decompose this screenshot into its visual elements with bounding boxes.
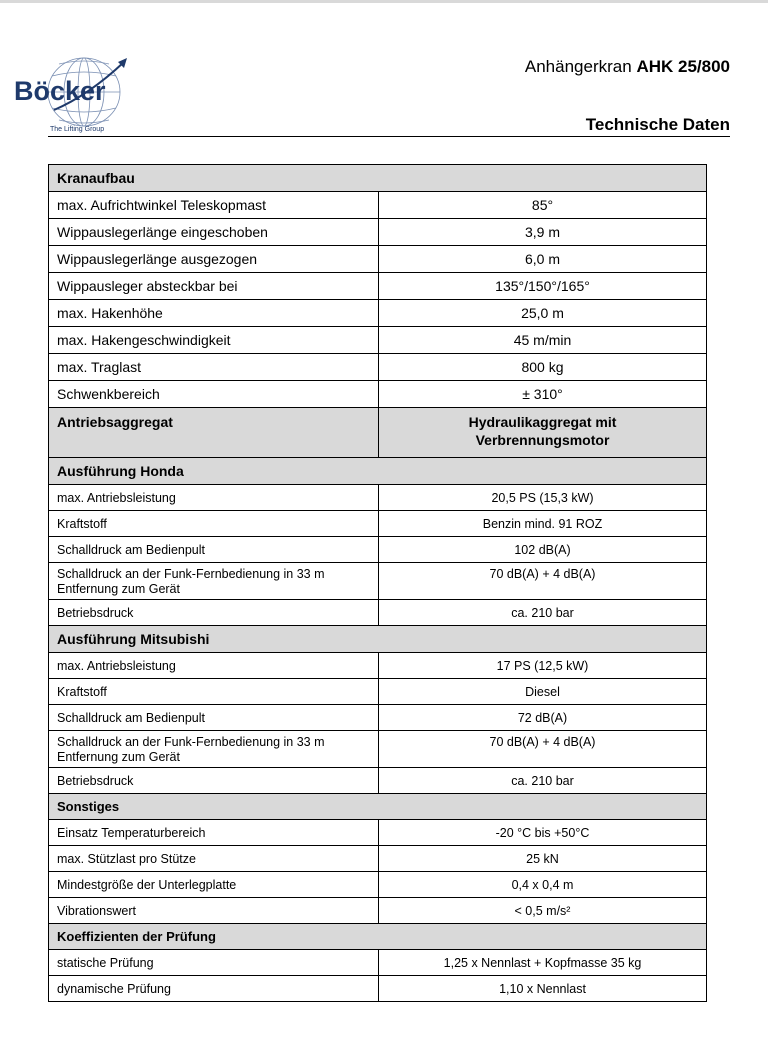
table-row: [49, 300, 707, 327]
table-row: [49, 679, 707, 705]
top-border: [0, 0, 768, 3]
row-value: 45 m/min: [379, 327, 707, 354]
table-row: [49, 898, 707, 924]
row-label: Kraftstoff: [49, 511, 379, 537]
section-header-antriebsaggregat: [49, 408, 707, 458]
table-row: [49, 381, 707, 408]
row-value: Diesel: [379, 679, 707, 705]
row-label: Betriebsdruck: [49, 768, 379, 794]
row-label: Betriebsdruck: [49, 600, 379, 626]
table-row: [49, 327, 707, 354]
row-value: 1,10 x Nennlast: [379, 976, 707, 1002]
section-title: Sonstiges: [49, 794, 707, 820]
row-label: Schalldruck am Bedienpult: [49, 537, 379, 563]
table-row: [49, 537, 707, 563]
row-value: ca. 210 bar: [379, 600, 707, 626]
row-label: Wippauslegerlänge eingeschoben: [49, 219, 379, 246]
row-value: 17 PS (12,5 kW): [379, 653, 707, 679]
row-value: 72 dB(A): [379, 705, 707, 731]
row-label: max. Aufrichtwinkel Teleskopmast: [49, 192, 379, 219]
row-label: [49, 563, 379, 600]
title-model: AHK 25/800: [636, 57, 730, 76]
document-title: [525, 57, 730, 77]
section-title: Ausführung Honda: [49, 458, 707, 485]
table-row: [49, 192, 707, 219]
row-label: statische Prüfung: [49, 950, 379, 976]
table-row: [49, 731, 707, 768]
row-label: Einsatz Temperaturbereich: [49, 820, 379, 846]
table-row: [49, 872, 707, 898]
section-title: Antriebsaggregat: [49, 408, 379, 458]
row-label: Wippausleger absteckbar bei: [49, 273, 379, 300]
table-row: [49, 485, 707, 511]
table-row: [49, 273, 707, 300]
boecker-logo: [14, 50, 144, 138]
row-value: 25,0 m: [379, 300, 707, 327]
row-label: Mindestgröße der Unterlegplatte: [49, 872, 379, 898]
row-label: max. Hakenhöhe: [49, 300, 379, 327]
row-label-line2: Entfernung zum Gerät: [57, 750, 180, 764]
row-value: ca. 210 bar: [379, 768, 707, 794]
section-header-kranaufbau: [49, 165, 707, 192]
table-row: [49, 600, 707, 626]
section-title: Koeffizienten der Prüfung: [49, 924, 707, 950]
table-row: [49, 950, 707, 976]
row-value: 6,0 m: [379, 246, 707, 273]
table-row: [49, 219, 707, 246]
section-header-honda: [49, 458, 707, 485]
row-label: max. Antriebsleistung: [49, 485, 379, 511]
table-row: [49, 705, 707, 731]
row-label: dynamische Prüfung: [49, 976, 379, 1002]
table-row: [49, 354, 707, 381]
row-value: 1,25 x Nennlast + Kopfmasse 35 kg: [379, 950, 707, 976]
row-value: Benzin mind. 91 ROZ: [379, 511, 707, 537]
row-value: 85°: [379, 192, 707, 219]
row-label: max. Stützlast pro Stütze: [49, 846, 379, 872]
row-value: 3,9 m: [379, 219, 707, 246]
table-row: [49, 653, 707, 679]
table-row: [49, 976, 707, 1002]
logo-tagline: The Lifting Group: [50, 126, 105, 133]
row-value: 25 kN: [379, 846, 707, 872]
row-label-line1: Schalldruck an der Funk-Fernbedienung in 33 m: [57, 567, 325, 581]
spec-table: [48, 164, 707, 1002]
row-value: 70 dB(A) + 4 dB(A): [379, 563, 707, 600]
row-value: 70 dB(A) + 4 dB(A): [379, 731, 707, 768]
section-header-sonstiges: [49, 794, 707, 820]
row-label: Schalldruck am Bedienpult: [49, 705, 379, 731]
table-row: [49, 820, 707, 846]
row-value: -20 °C bis +50°C: [379, 820, 707, 846]
row-value: 20,5 PS (15,3 kW): [379, 485, 707, 511]
row-label: max. Traglast: [49, 354, 379, 381]
row-value: 0,4 x 0,4 m: [379, 872, 707, 898]
row-label: [49, 731, 379, 768]
logo-wordmark: Böcker: [14, 76, 106, 106]
document-subtitle: Technische Daten: [585, 115, 730, 134]
row-value: 135°/150°/165°: [379, 273, 707, 300]
section-value-line1: Hydraulikaggregat mit: [468, 414, 617, 430]
section-title: Kranaufbau: [49, 165, 707, 192]
row-label: Schwenkbereich: [49, 381, 379, 408]
section-header-koeffizienten: [49, 924, 707, 950]
table-row: [49, 768, 707, 794]
section-value: [379, 408, 707, 458]
row-label: Wippauslegerlänge ausgezogen: [49, 246, 379, 273]
row-value: 102 dB(A): [379, 537, 707, 563]
row-label-line2: Entfernung zum Gerät: [57, 582, 180, 596]
table-row: [49, 846, 707, 872]
table-row: [49, 511, 707, 537]
row-value: 800 kg: [379, 354, 707, 381]
row-label: Kraftstoff: [49, 679, 379, 705]
title-prefix: Anhängerkran: [524, 57, 632, 76]
row-label: max. Antriebsleistung: [49, 653, 379, 679]
row-value: ± 310°: [379, 381, 707, 408]
section-header-mitsubishi: [49, 626, 707, 653]
header-rule: [48, 136, 730, 137]
table-row: [49, 563, 707, 600]
row-label-line1: Schalldruck an der Funk-Fernbedienung in 33 m: [57, 735, 325, 749]
row-value: < 0,5 m/s²: [379, 898, 707, 924]
row-label: max. Hakengeschwindigkeit: [49, 327, 379, 354]
section-value-line2: Verbrennungsmotor: [475, 432, 610, 448]
row-label: Vibrationswert: [49, 898, 379, 924]
section-title: Ausführung Mitsubishi: [49, 626, 707, 653]
table-row: [49, 246, 707, 273]
